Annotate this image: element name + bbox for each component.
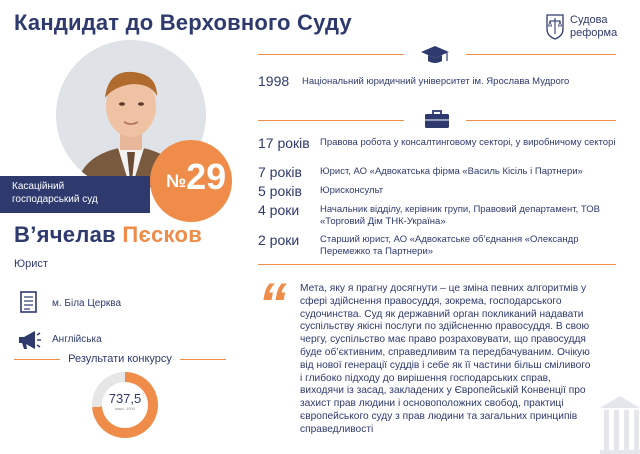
score-display [102,382,148,428]
education-text: Національний юридичний університет ім. Ярослава Мудрого [302,76,570,87]
graduation-cap-icon [420,45,450,65]
number-prefix: № [166,171,187,191]
number-value: 29 [186,156,227,197]
results-title: Результати конкурсу [68,353,172,365]
experience-desc: Правова робота у консалтинговому секторі, у виробничому секторі [320,137,616,148]
experience-divider-right [466,120,616,121]
experience-years: 2 роки [258,232,300,248]
court-line-1: Касаційний [12,181,65,192]
candidate-number [166,156,226,198]
city: м. Біла Церква [52,298,122,309]
results-divider-right [180,359,226,360]
megaphone-icon [16,328,42,352]
logo-line-1: Судова [570,14,608,26]
columns-decoration [598,390,640,454]
experience-desc: Юрист, АО «Адвокатська фірма «Василь Кісіль і Партнери» [320,166,583,177]
logo [546,14,617,40]
score-max: макс. 1000 [115,406,135,411]
education-year: 1998 [258,73,290,89]
page-title: Кандидат до Верховного Суду [14,10,352,35]
quote-text: Мета, яку я прагну досягнути – це зміна певних алгоритмів у сфері здійснення правосуддя, зокрема, господарського судочинства. Суд як державний орган покликаний надавати суспільству якісні послуги по здійсненню правосуддя. В свою чергу, суспільство має право розраховувати, що правосуддя буде об’єктивним, справедливим та передбачуваним. Очікую від нової генерації суддів і себе як її частини більш сміливого і глибоко підходу до вирішення господарських справ, виходячи із засад, закладених у Європейській Конвенції про захист прав людини і основоположних свобод, практиці європейського суду з прав людини та загальних принципів справедливості [300,283,591,435]
quote-mark: “ [258,272,287,337]
results-divider-left [14,359,60,360]
logo-line-2: реформа [570,27,618,39]
first-name: В’ячелав [14,222,116,247]
profession: Юрист [14,258,48,270]
education-divider-left [258,54,404,55]
experience-desc: Начальник відділу, керівник групи, Правовий департамент, ТОВ «Торговий Дім ТНК-Україна» [320,204,600,227]
experience-years: 4 роки [258,202,300,218]
experience-years: 7 років [258,164,302,180]
experience-desc: Юрисконсульт [320,185,384,196]
quote-divider [258,264,616,265]
experience-years: 17 років [258,135,310,151]
language: Англійська [52,334,102,345]
score-value: 737,5 [108,391,142,406]
court-line-2: господарський суд [12,194,98,205]
candidate-name [14,222,202,248]
scales-shield-icon [546,14,564,40]
logo-text [570,14,617,40]
document-icon [18,290,40,314]
briefcase-icon [424,109,450,129]
experience-years: 5 років [258,183,302,199]
court-label [0,176,150,213]
experience-desc: Старший юрист, АО «Адвокатське об’єднання «Олександр Перемежко та Партнери» [320,234,579,257]
experience-divider-left [258,120,404,121]
education-divider-right [466,54,616,55]
last-name: Пєсков [122,222,203,247]
